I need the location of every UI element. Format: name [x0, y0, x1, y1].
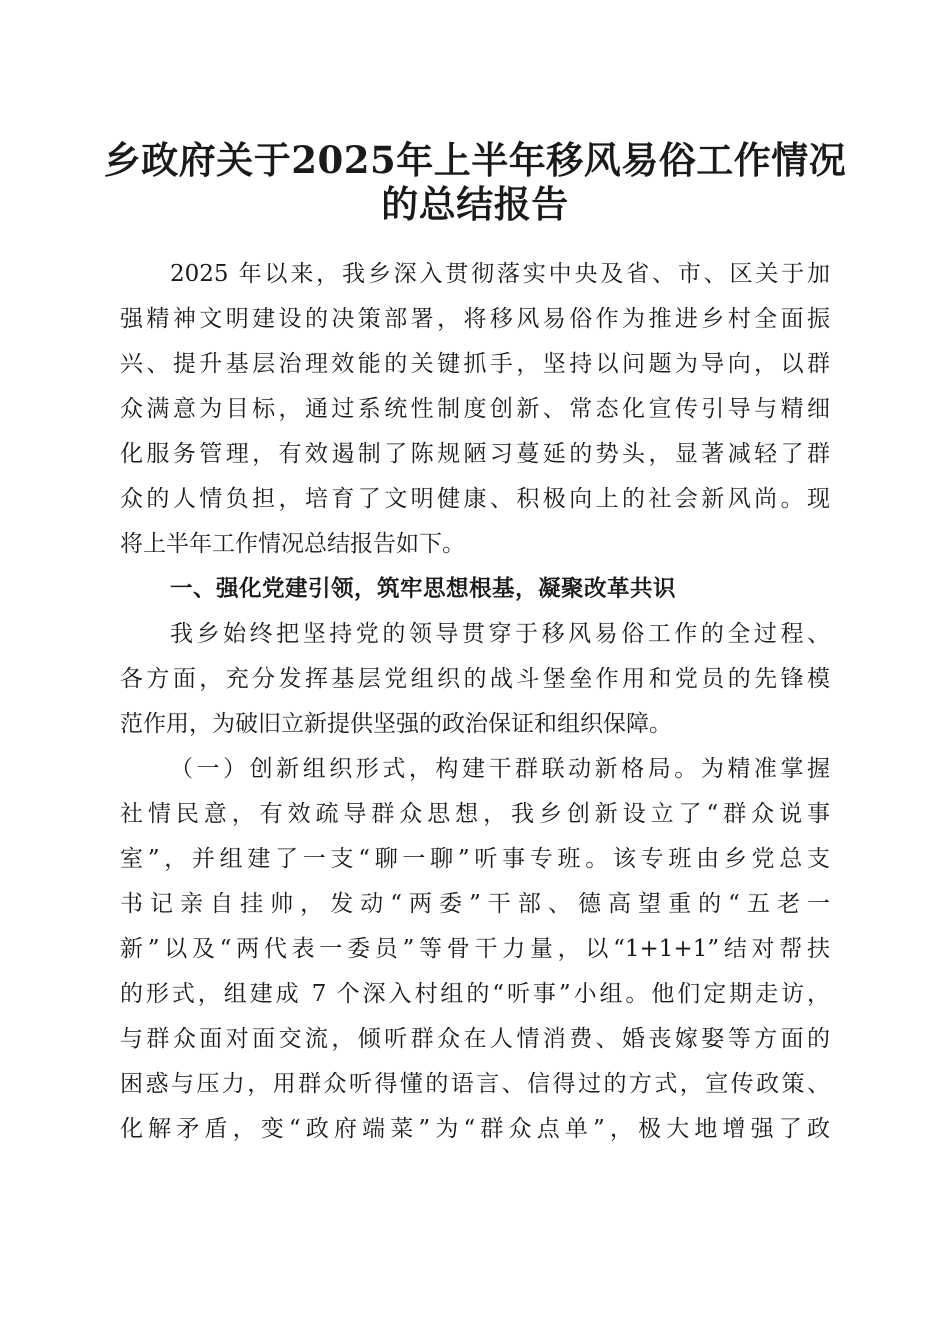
document-body — [120, 252, 830, 1152]
paragraph-line: 范作用，为破旧立新提供坚强的政治保证和组织保障。 — [120, 711, 672, 737]
paragraph-line: 将上半年工作情况总结报告如下。 — [120, 531, 465, 557]
paragraph-line: 的形式，组建成 7 个深入村组的“听事”小组。他们定期走访， — [120, 981, 830, 1007]
paragraph-line: 众的人情负担，培育了文明健康、积极向上的社会新风尚。现 — [120, 486, 830, 512]
document-title-line-2: 的总结报告 — [381, 182, 569, 226]
paragraph-line: 困惑与压力，用群众听得懂的语言、信得过的方式，宣传政策、 — [120, 1071, 830, 1097]
paragraph-line: 室”，并组建了一支“聊一聊”听事专班。该专班由乡党总支 — [120, 846, 830, 872]
paragraph-line: 书记亲自挂帅，发动“两委”干部、德高望重的“五老一 — [120, 891, 830, 917]
paragraph-line: 我乡始终把坚持党的领导贯穿于移风易俗工作的全过程、 — [170, 621, 830, 647]
paragraph-line: 新”以及“两代表一委员”等骨干力量，以“1+1+1”结对帮扶 — [120, 936, 830, 962]
paragraph-line: 化服务管理，有效遏制了陈规陋习蔓延的势头，显著减轻了群 — [120, 441, 830, 467]
paragraph-line: 强精神文明建设的决策部署，将移风易俗作为推进乡村全面振 — [120, 306, 830, 332]
paragraph-line: 社情民意，有效疏导群众思想，我乡创新设立了“群众说事 — [120, 801, 830, 827]
paragraph-line: 众满意为目标，通过系统性制度创新、常态化宣传引导与精细 — [120, 396, 830, 422]
paragraph-line: 与群众面对面交流，倾听群众在人情消费、婚丧嫁娶等方面的 — [120, 1026, 830, 1052]
subsection-heading-line: （一）创新组织形式，构建干群联动新格局。为精准掌握 — [170, 756, 830, 782]
paragraph-line: 兴、提升基层治理效能的关键抓手，坚持以问题为导向，以群 — [120, 351, 830, 377]
section-heading: 一、强化党建引领，筑牢思想根基，凝聚改革共识 — [170, 576, 677, 602]
paragraph-line: 各方面，充分发挥基层党组织的战斗堡垒作用和党员的先锋模 — [120, 666, 830, 692]
paragraph-line: 化解矛盾，变“政府端菜”为“群众点单”，极大地增强了政 — [120, 1116, 830, 1142]
document-title-line-1: 乡政府关于2025年上半年移风易俗工作情况 — [103, 138, 847, 182]
paragraph-line: 2025 年以来，我乡深入贯彻落实中央及省、市、区关于加 — [170, 261, 830, 287]
